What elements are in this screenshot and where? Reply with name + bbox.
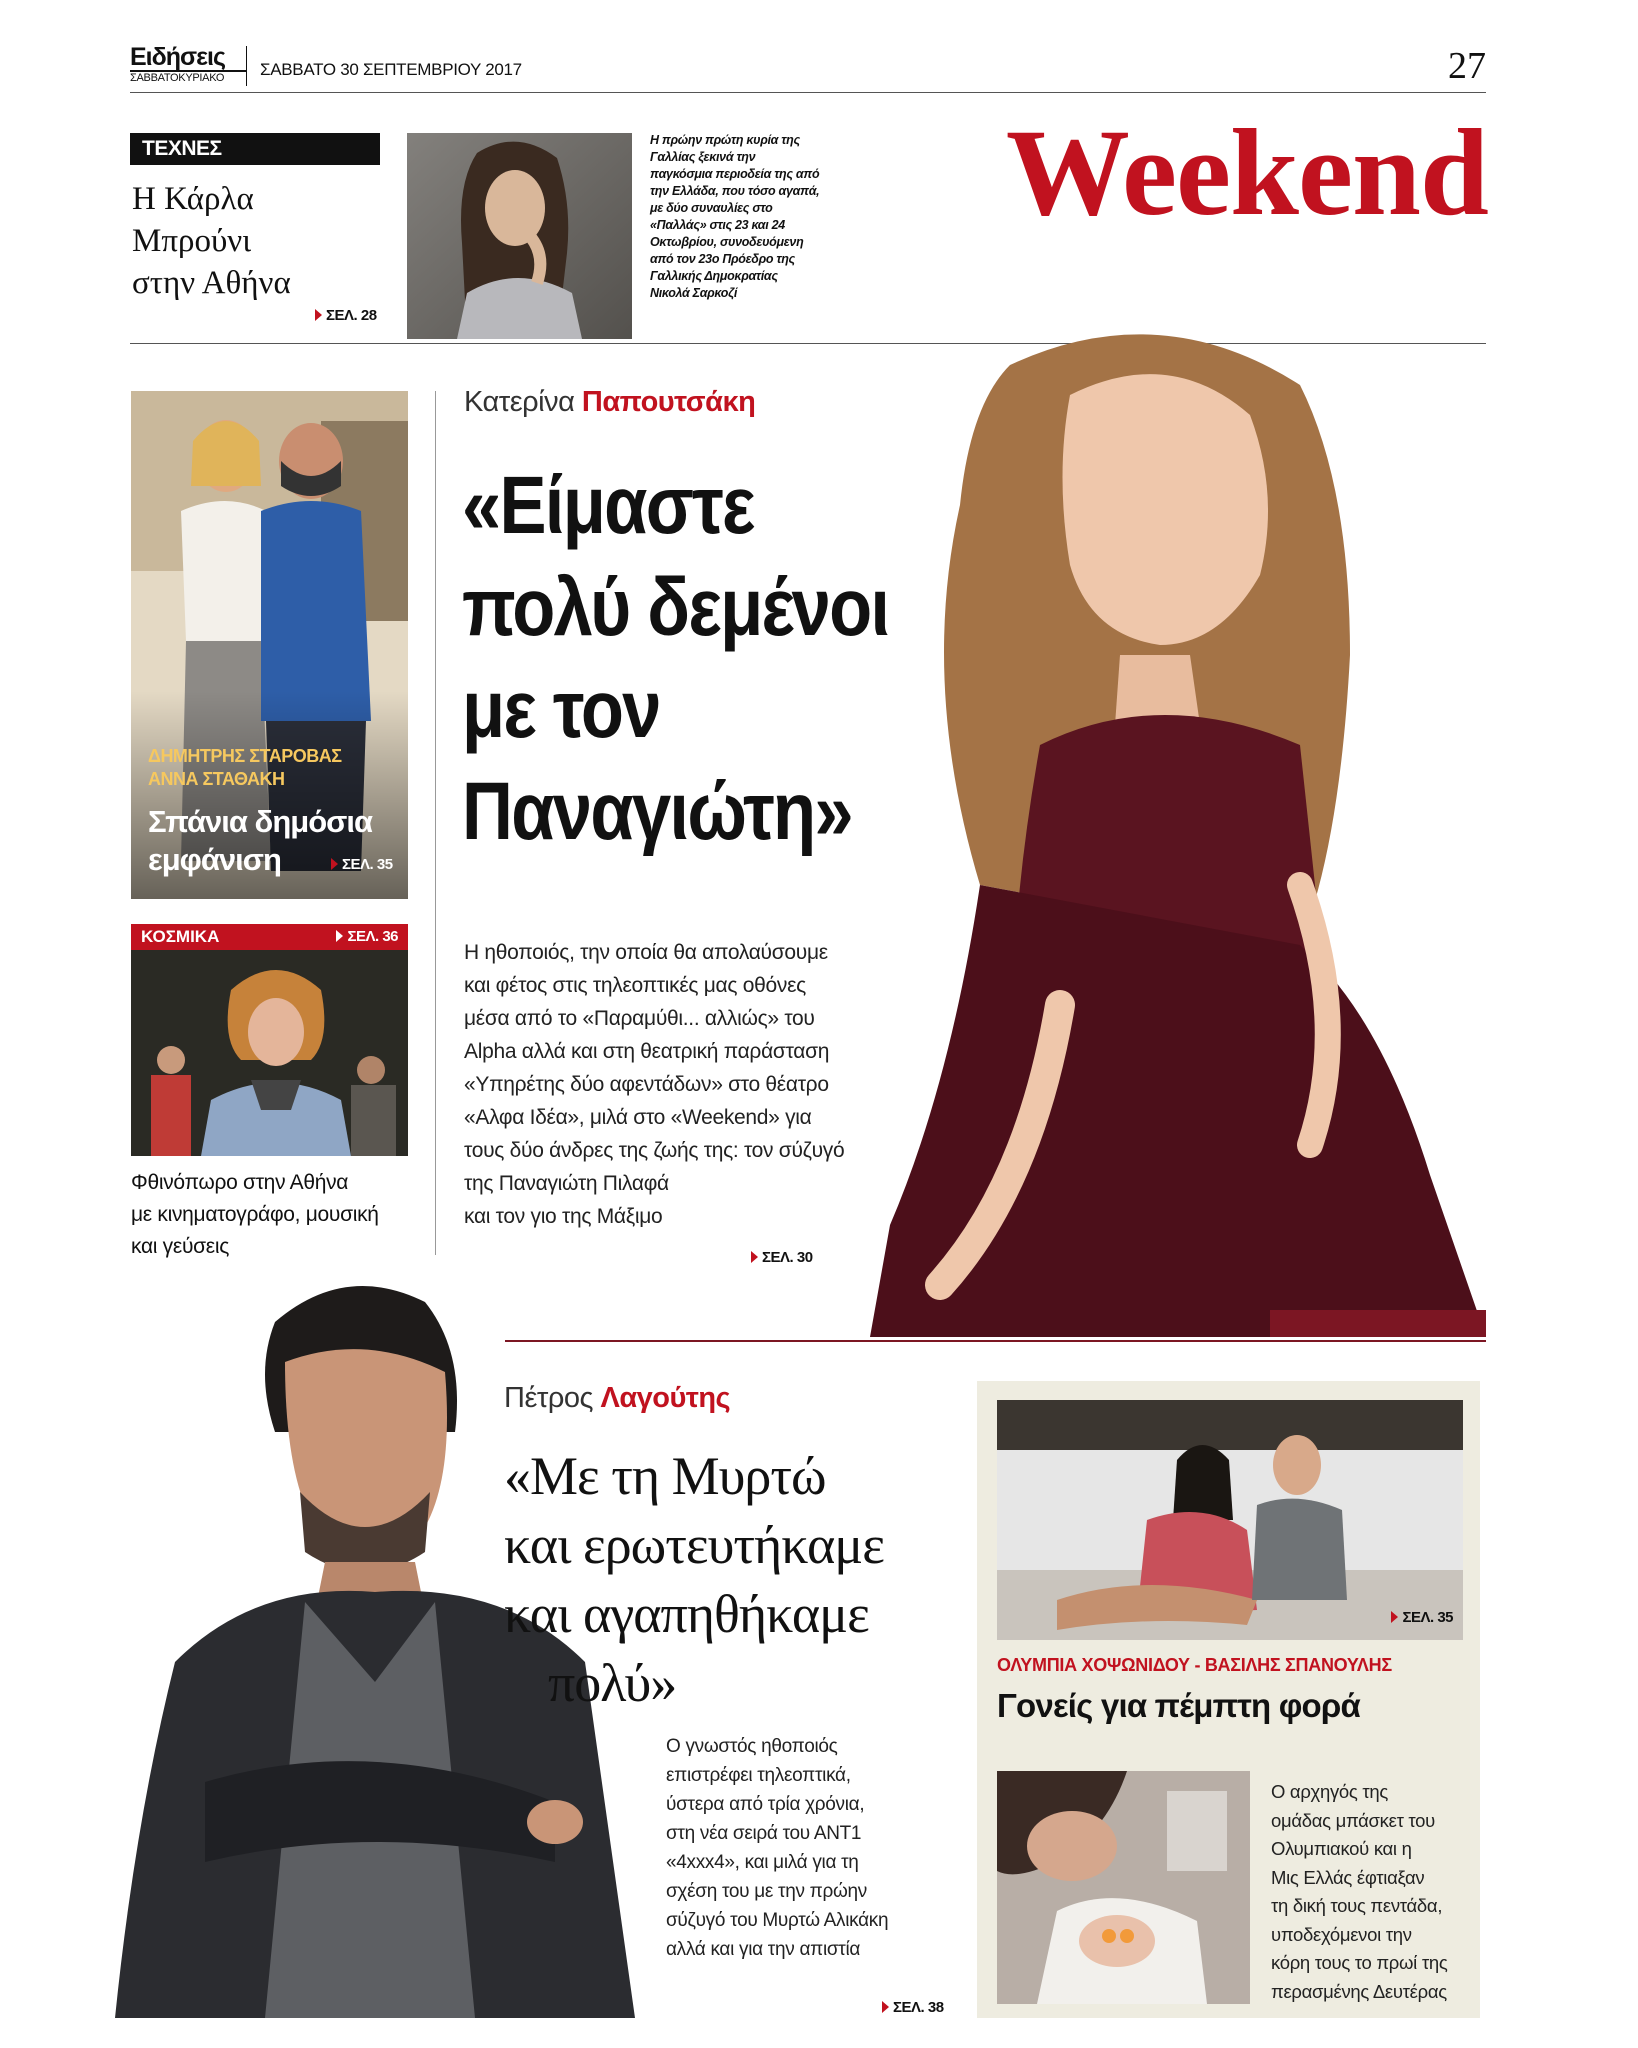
main-body-line: Η ηθοποιός, την οποία θα απολαύσουμε	[464, 941, 828, 964]
social-bar	[131, 924, 408, 950]
second-body-line: «4xxx4», και μιλά για τη	[666, 1852, 859, 1873]
card1-names	[148, 745, 342, 791]
second-headline[interactable]	[504, 1442, 884, 1718]
box-body	[1271, 1778, 1447, 2006]
baby-image	[997, 1771, 1250, 2004]
second-body-line: σχέση του με την πρώην	[666, 1881, 867, 1902]
arrow-icon	[331, 858, 338, 870]
arts-label-text: ΤΕΧΝΕΣ	[142, 137, 222, 160]
card1-headline-line: Σπάνια δημόσια	[148, 804, 373, 839]
masthead	[130, 44, 1486, 92]
social-caption-line: Φθινόπωρο στην Αθήνα	[131, 1171, 349, 1194]
main-first-name: Κατερίνα	[464, 386, 575, 418]
ref-text: ΣΕΛ. 30	[762, 1249, 813, 1266]
box-page-ref[interactable]	[1391, 1609, 1453, 1626]
second-body-line: επιστρέφει τηλεοπτικά,	[666, 1765, 851, 1786]
social-page-ref[interactable]	[336, 928, 398, 945]
ref-text: ΣΕΛ. 36	[347, 928, 398, 945]
main-headline-line: πολύ δεμένοι	[462, 562, 889, 653]
starovas-card[interactable]	[131, 391, 408, 899]
arrow-icon	[1391, 1611, 1398, 1623]
arrow-icon	[336, 930, 343, 942]
box-body-line: Ολυμπιακού και η	[1271, 1838, 1412, 1859]
arts-title[interactable]	[132, 178, 291, 304]
box-headline: Γονείς για πέμπτη φορά	[997, 1687, 1361, 1724]
papoutsaki-photo[interactable]	[830, 325, 1486, 1337]
masthead-rule	[130, 92, 1486, 93]
social-photo[interactable]	[131, 950, 408, 1156]
second-last-name: Λαγούτης	[600, 1382, 731, 1414]
second-body-line: αλλά και για την απιστία	[666, 1939, 861, 1960]
portrait-image	[407, 133, 632, 339]
masthead-divider	[246, 46, 247, 86]
arts-blurb: Η πρώην πρώτη κυρία της Γαλλίας ξεκινά την παγκόσμια περιοδεία της από την Ελλάδα, που τόσο αγαπά, με δύο συναυλίες στο «Παλλάς» στις 23 και 24 Οκτωβρίου, συνοδευόμενη από τον 23ο Πρόεδρο της Γαλλικής Δημοκρατίας Νικολά Σαρκοζί	[650, 133, 820, 300]
main-body-line: Alpha αλλά και στη θεατρική παράσταση	[464, 1040, 830, 1063]
card1-name: ΔΗΜΗΤΡΗΣ ΣΤΑΡΟΒΑΣ	[148, 746, 342, 766]
baby-photo[interactable]	[997, 1771, 1250, 2004]
social-caption-line: και γεύσεις	[131, 1235, 230, 1258]
main-page-ref[interactable]	[751, 1249, 813, 1266]
actress-image	[830, 325, 1486, 1337]
box-body-line: Ο αρχηγός της	[1271, 1781, 1388, 1802]
ref-text: ΣΕΛ. 35	[342, 856, 393, 873]
main-body-line: και τον γιο της Μάξιμο	[464, 1205, 663, 1228]
arrow-icon	[315, 309, 322, 321]
arrow-icon	[882, 2001, 889, 2013]
second-headline-line: «Με τη Μυρτώ	[504, 1446, 826, 1506]
box-body-line: κόρη τους το πρωί της	[1271, 1952, 1448, 1973]
main-headline-line: με τον	[462, 664, 660, 755]
parents-box[interactable]	[977, 1381, 1480, 2018]
ref-text: ΣΕΛ. 35	[1402, 1609, 1453, 1626]
second-first-name: Πέτρος	[504, 1382, 593, 1414]
main-body-line: τους δύο άνδρες της ζωής της: τον σύζυγό	[464, 1139, 845, 1162]
arts-page-ref[interactable]	[315, 307, 377, 324]
main-body-line: «Αλφα Ιδέα», μιλά στο «Weekend» για	[464, 1106, 812, 1129]
social-label: ΚΟΣΜΙΚΑ	[141, 927, 220, 946]
second-headline-line: πολύ»	[548, 1653, 677, 1713]
social-caption-line: με κινηματογράφο, μουσική	[131, 1203, 379, 1226]
second-body-line: στη νέα σειρά του ΑΝΤ1	[666, 1823, 862, 1844]
couple-image	[997, 1400, 1463, 1640]
main-headline[interactable]	[462, 455, 888, 863]
second-body	[666, 1732, 888, 1964]
logo-sub: ΣΑΒΒΑΤΟΚΥΡΙΑΚΟ	[130, 70, 246, 85]
second-body-line: Ο γνωστός ηθοποιός	[666, 1736, 838, 1757]
main-byline	[464, 386, 755, 419]
second-page-ref[interactable]	[882, 1999, 944, 2016]
arts-title-line: Η Κάρλα	[132, 181, 254, 217]
card1-page-ref[interactable]	[331, 856, 393, 873]
main-headline-line: Παναγιώτη»	[462, 766, 852, 857]
main-body-line: μέσα από το «Παραμύθι... αλλιώς» του	[464, 1007, 815, 1030]
main-body	[464, 936, 844, 1233]
main-body-line: «Υπηρέτης δύο αφεντάδων» στο θέατρο	[464, 1073, 829, 1096]
box-body-line: Μις Ελλάς έφτιαξαν	[1271, 1866, 1425, 1888]
second-headline-line: και ερωτευτήκαμε	[504, 1515, 884, 1575]
logo	[130, 44, 246, 85]
woman-photo	[131, 950, 408, 1156]
arrow-icon	[751, 1251, 758, 1263]
carla-bruni-photo[interactable]	[407, 133, 632, 339]
second-byline	[504, 1382, 730, 1415]
box-names: ΟΛΥΜΠΙΑ ΧΟΨΩΝΙΔΟΥ - ΒΑΣΙΛΗΣ ΣΠΑΝΟΥΛΗΣ	[997, 1655, 1392, 1675]
box-body-line: ομάδας μπάσκετ του	[1271, 1809, 1435, 1831]
main-headline-line: «Είμαστε	[462, 460, 754, 551]
main-body-line: και φέτος στις τηλεοπτικές μας οθόνες	[464, 974, 806, 997]
page-number: 27	[1448, 45, 1486, 87]
column-divider	[435, 391, 436, 1255]
section-title: Weekend	[1005, 104, 1488, 241]
second-body-line: σύζυγό του Μυρτώ Αλικάκη	[666, 1910, 889, 1931]
second-body-line: ύστερα από τρία χρόνια,	[666, 1794, 865, 1815]
main-last-name: Παπουτσάκη	[581, 386, 756, 418]
masthead-date: ΣΑΒΒΑΤΟ 30 ΣΕΠΤΕΜΒΡΙΟΥ 2017	[260, 60, 522, 79]
card1-name: ΑΝΝΑ ΣΤΑΘΑΚΗ	[148, 769, 285, 789]
main-body-line: της Παναγιώτη Πιλαφά	[464, 1172, 669, 1195]
couple-photo[interactable]	[997, 1400, 1463, 1640]
box-body-line: περασμένης Δευτέρας	[1271, 1980, 1447, 2002]
arts-label	[130, 133, 380, 165]
logo-main: Ειδήσεις	[130, 43, 225, 71]
arts-title-line: Μπρούνι	[132, 223, 252, 259]
card1-headline-line: εμφάνιση	[148, 842, 281, 877]
box-body-line: υποδεχόμενοι την	[1271, 1923, 1412, 1945]
second-headline-line: και αγαπηθήκαμε	[504, 1584, 869, 1644]
arts-title-line: στην Αθήνα	[132, 265, 291, 301]
ref-text: ΣΕΛ. 38	[893, 1999, 944, 2016]
social-caption	[131, 1167, 379, 1263]
ref-text: ΣΕΛ. 28	[326, 307, 377, 324]
box-body-line: τη δική τους πεντάδα,	[1271, 1895, 1443, 1916]
